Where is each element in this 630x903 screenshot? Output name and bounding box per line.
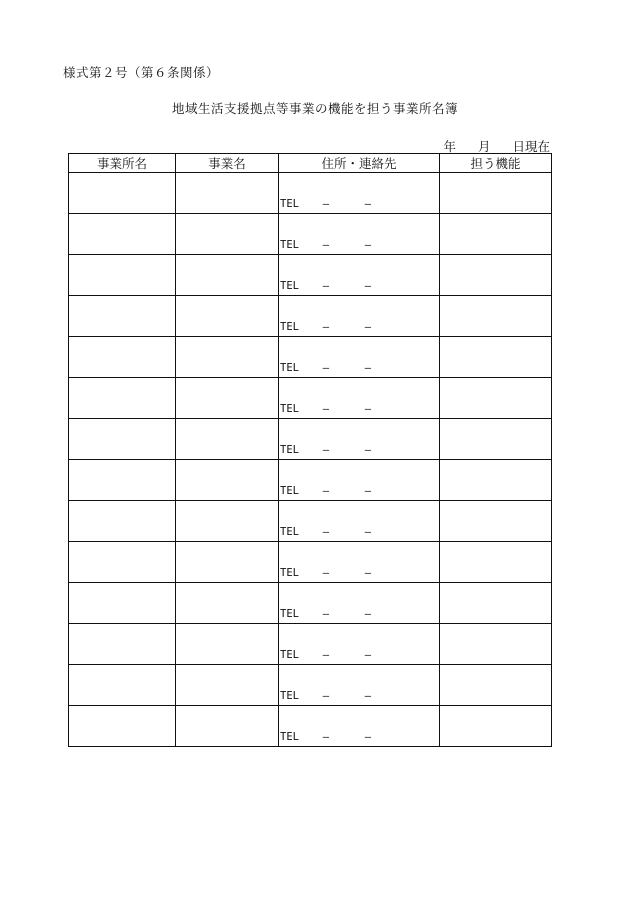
tel-line bbox=[279, 567, 439, 582]
tel-line bbox=[279, 362, 439, 377]
tel-dash: ― bbox=[364, 444, 372, 456]
tel-dash: ― bbox=[322, 239, 330, 251]
function-cell[interactable] bbox=[440, 706, 552, 747]
tel-label: TEL bbox=[280, 690, 299, 702]
tel-dash: ― bbox=[322, 608, 330, 620]
business-name-cell[interactable] bbox=[176, 255, 279, 296]
tel-dash: ― bbox=[322, 198, 330, 210]
office-name-cell[interactable] bbox=[69, 542, 176, 583]
tel-label: TEL bbox=[280, 608, 299, 620]
tel-dash: ― bbox=[364, 321, 372, 333]
tel-dash: ― bbox=[322, 649, 330, 661]
tel-line bbox=[279, 485, 439, 500]
tel-dash: ― bbox=[364, 280, 372, 292]
tel-dash: ― bbox=[364, 690, 372, 702]
business-name-cell[interactable] bbox=[176, 542, 279, 583]
tel-label: TEL bbox=[280, 444, 299, 456]
address-contact-cell[interactable] bbox=[279, 542, 440, 583]
business-name-cell[interactable] bbox=[176, 501, 279, 542]
tel-label: TEL bbox=[280, 239, 299, 251]
tel-line bbox=[279, 403, 439, 418]
office-name-cell[interactable] bbox=[69, 255, 176, 296]
table-row bbox=[69, 378, 552, 419]
office-name-cell[interactable] bbox=[69, 706, 176, 747]
tel-line bbox=[279, 608, 439, 623]
table-row bbox=[69, 542, 552, 583]
address-contact-cell[interactable] bbox=[279, 378, 440, 419]
tel-line bbox=[279, 321, 439, 336]
address-contact-cell[interactable] bbox=[279, 337, 440, 378]
function-cell[interactable] bbox=[440, 337, 552, 378]
function-cell[interactable] bbox=[440, 501, 552, 542]
function-cell[interactable] bbox=[440, 460, 552, 501]
tel-dash: ― bbox=[322, 690, 330, 702]
business-name-cell[interactable] bbox=[176, 665, 279, 706]
tel-dash: ― bbox=[322, 280, 330, 292]
year-label: 年 bbox=[443, 139, 456, 154]
office-name-cell[interactable] bbox=[69, 214, 176, 255]
tel-line bbox=[279, 198, 439, 213]
function-cell[interactable] bbox=[440, 542, 552, 583]
tel-line bbox=[279, 526, 439, 541]
col-office-name: 事業所名 bbox=[69, 154, 176, 173]
tel-label: TEL bbox=[280, 280, 299, 292]
business-name-cell[interactable] bbox=[176, 583, 279, 624]
tel-label: TEL bbox=[280, 526, 299, 538]
tel-label: TEL bbox=[280, 567, 299, 579]
tel-label: TEL bbox=[280, 403, 299, 415]
day-label: 日現在 bbox=[512, 139, 550, 154]
table-row bbox=[69, 624, 552, 665]
col-address-contact: 住所・連絡先 bbox=[279, 154, 440, 173]
business-name-cell[interactable] bbox=[176, 624, 279, 665]
address-contact-cell[interactable] bbox=[279, 419, 440, 460]
function-cell[interactable] bbox=[440, 665, 552, 706]
function-cell[interactable] bbox=[440, 173, 552, 214]
tel-label: TEL bbox=[280, 485, 299, 497]
address-contact-cell[interactable] bbox=[279, 624, 440, 665]
tel-line bbox=[279, 239, 439, 254]
office-name-cell[interactable] bbox=[69, 378, 176, 419]
tel-label: TEL bbox=[280, 731, 299, 743]
address-contact-cell[interactable] bbox=[279, 173, 440, 214]
address-contact-cell[interactable] bbox=[279, 460, 440, 501]
tel-line bbox=[279, 280, 439, 295]
business-name-cell[interactable] bbox=[176, 173, 279, 214]
tel-dash: ― bbox=[364, 731, 372, 743]
tel-dash: ― bbox=[364, 403, 372, 415]
address-contact-cell[interactable] bbox=[279, 583, 440, 624]
tel-dash: ― bbox=[364, 526, 372, 538]
tel-dash: ― bbox=[322, 526, 330, 538]
tel-dash: ― bbox=[364, 198, 372, 210]
tel-label: TEL bbox=[280, 649, 299, 661]
address-contact-cell[interactable] bbox=[279, 665, 440, 706]
col-function: 担う機能 bbox=[440, 154, 552, 173]
tel-dash: ― bbox=[322, 403, 330, 415]
business-name-cell[interactable] bbox=[176, 419, 279, 460]
office-name-cell[interactable] bbox=[69, 337, 176, 378]
address-contact-cell[interactable] bbox=[279, 706, 440, 747]
tel-dash: ― bbox=[322, 444, 330, 456]
business-name-cell[interactable] bbox=[176, 214, 279, 255]
tel-dash: ― bbox=[364, 608, 372, 620]
business-name-cell[interactable] bbox=[176, 296, 279, 337]
table-row bbox=[69, 501, 552, 542]
tel-dash: ― bbox=[364, 567, 372, 579]
address-contact-cell[interactable] bbox=[279, 214, 440, 255]
function-cell[interactable] bbox=[440, 296, 552, 337]
business-name-cell[interactable] bbox=[176, 337, 279, 378]
function-cell[interactable] bbox=[440, 624, 552, 665]
month-label: 月 bbox=[477, 139, 491, 154]
table-row bbox=[69, 255, 552, 296]
table-row bbox=[69, 583, 552, 624]
function-cell[interactable] bbox=[440, 378, 552, 419]
office-name-cell[interactable] bbox=[69, 419, 176, 460]
table-row bbox=[69, 296, 552, 337]
office-name-cell[interactable] bbox=[69, 665, 176, 706]
office-name-cell[interactable] bbox=[69, 296, 176, 337]
tel-dash: ― bbox=[364, 362, 372, 374]
tel-dash: ― bbox=[364, 239, 372, 251]
roster-table bbox=[68, 153, 552, 747]
business-name-cell[interactable] bbox=[176, 378, 279, 419]
tel-dash: ― bbox=[322, 485, 330, 497]
tel-line bbox=[279, 731, 439, 746]
tel-line bbox=[279, 444, 439, 459]
table-row bbox=[69, 214, 552, 255]
table-row bbox=[69, 460, 552, 501]
office-name-cell[interactable] bbox=[69, 583, 176, 624]
office-name-cell[interactable] bbox=[69, 460, 176, 501]
office-name-cell[interactable] bbox=[69, 624, 176, 665]
tel-dash: ― bbox=[322, 731, 330, 743]
office-name-cell[interactable] bbox=[69, 501, 176, 542]
tel-dash: ― bbox=[322, 321, 330, 333]
table-row bbox=[69, 419, 552, 460]
address-contact-cell[interactable] bbox=[279, 296, 440, 337]
function-cell[interactable] bbox=[440, 419, 552, 460]
tel-dash: ― bbox=[364, 485, 372, 497]
document-title: 地域生活支援拠点等事業の機能を担う事業所名簿 bbox=[171, 101, 458, 116]
tel-label: TEL bbox=[280, 198, 299, 210]
table-row bbox=[69, 173, 552, 214]
function-cell[interactable] bbox=[440, 214, 552, 255]
form-reference: 様式第２号（第６条関係） bbox=[63, 65, 220, 80]
tel-line bbox=[279, 690, 439, 705]
function-cell[interactable] bbox=[440, 255, 552, 296]
function-cell[interactable] bbox=[440, 583, 552, 624]
office-name-cell[interactable] bbox=[69, 173, 176, 214]
address-contact-cell[interactable] bbox=[279, 501, 440, 542]
tel-line bbox=[279, 649, 439, 664]
header-row bbox=[69, 154, 552, 173]
business-name-cell[interactable] bbox=[176, 460, 279, 501]
table-row bbox=[69, 665, 552, 706]
tel-label: TEL bbox=[280, 362, 299, 374]
table-row bbox=[69, 706, 552, 747]
tel-label: TEL bbox=[280, 321, 299, 333]
business-name-cell[interactable] bbox=[176, 706, 279, 747]
tel-dash: ― bbox=[364, 649, 372, 661]
tel-dash: ― bbox=[322, 362, 330, 374]
col-business-name: 事業名 bbox=[176, 154, 279, 173]
tel-dash: ― bbox=[322, 567, 330, 579]
table-row bbox=[69, 337, 552, 378]
address-contact-cell[interactable] bbox=[279, 255, 440, 296]
